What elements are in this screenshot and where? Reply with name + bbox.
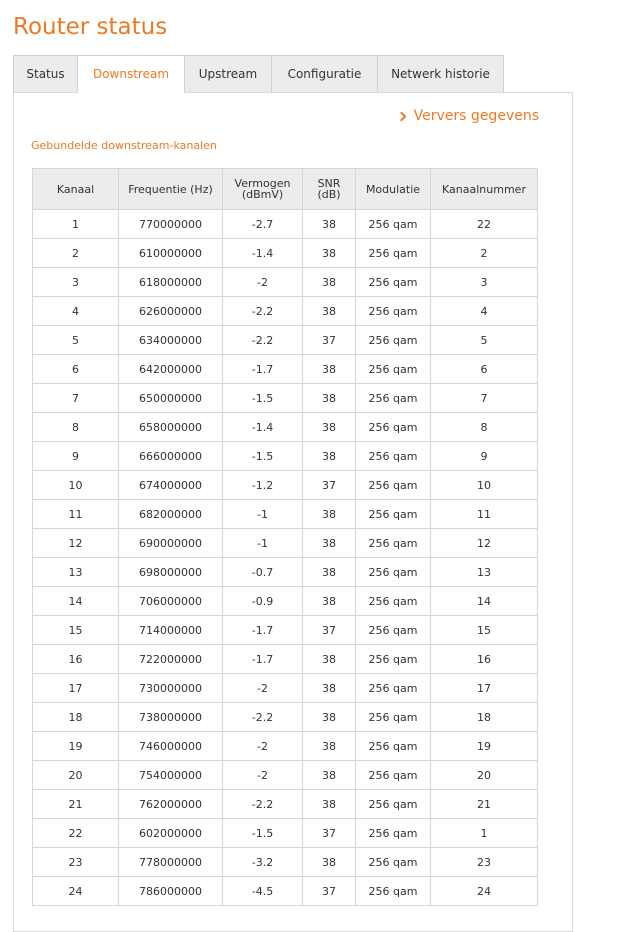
table-row	[33, 703, 538, 732]
cell-modulatie: 256 qam	[356, 297, 431, 326]
column-header-snr	[303, 169, 356, 210]
cell-snr: 38	[303, 268, 356, 297]
column-header-unit: (dB)	[317, 188, 341, 201]
table-row	[33, 500, 538, 529]
table-row	[33, 442, 538, 471]
cell-vermogen: -0.9	[223, 587, 303, 616]
tab-bar	[13, 55, 503, 93]
cell-vermogen: -2	[223, 674, 303, 703]
cell-modulatie: 256 qam	[356, 645, 431, 674]
table-row	[33, 326, 538, 355]
cell-kanaalnummer: 10	[431, 471, 538, 500]
cell-frequentie: 650000000	[119, 384, 223, 413]
cell-modulatie: 256 qam	[356, 616, 431, 645]
cell-kanaal: 18	[33, 703, 119, 732]
cell-snr: 38	[303, 239, 356, 268]
cell-kanaal: 3	[33, 268, 119, 297]
tab-status[interactable]: Status	[13, 55, 78, 93]
cell-frequentie: 690000000	[119, 529, 223, 558]
cell-modulatie: 256 qam	[356, 239, 431, 268]
cell-frequentie: 738000000	[119, 703, 223, 732]
cell-vermogen: -1.7	[223, 645, 303, 674]
cell-frequentie: 722000000	[119, 645, 223, 674]
cell-modulatie: 256 qam	[356, 790, 431, 819]
tab-downstream[interactable]: Downstream	[77, 55, 185, 93]
cell-frequentie: 618000000	[119, 268, 223, 297]
cell-vermogen: -2.2	[223, 326, 303, 355]
cell-kanaal: 11	[33, 500, 119, 529]
cell-kanaalnummer: 17	[431, 674, 538, 703]
table-row	[33, 384, 538, 413]
cell-snr: 38	[303, 529, 356, 558]
column-header-line: Frequentie (Hz)	[128, 182, 213, 196]
cell-modulatie: 256 qam	[356, 210, 431, 239]
table-row	[33, 355, 538, 384]
cell-frequentie: 730000000	[119, 674, 223, 703]
cell-frequentie: 626000000	[119, 297, 223, 326]
cell-vermogen: -2	[223, 761, 303, 790]
cell-modulatie: 256 qam	[356, 500, 431, 529]
table-body	[33, 210, 538, 906]
cell-kanaalnummer: 7	[431, 384, 538, 413]
cell-frequentie: 786000000	[119, 877, 223, 906]
tab-upstream[interactable]: Upstream	[184, 55, 272, 93]
column-header-frequentie	[119, 169, 223, 210]
cell-kanaalnummer: 19	[431, 732, 538, 761]
column-header-kanaalnummer	[431, 169, 538, 210]
cell-snr: 38	[303, 674, 356, 703]
cell-modulatie: 256 qam	[356, 384, 431, 413]
cell-snr: 38	[303, 442, 356, 471]
cell-frequentie: 706000000	[119, 587, 223, 616]
column-header-vermogen	[223, 169, 303, 210]
cell-vermogen: -2.2	[223, 297, 303, 326]
cell-frequentie: 746000000	[119, 732, 223, 761]
table-row	[33, 239, 538, 268]
cell-modulatie: 256 qam	[356, 761, 431, 790]
cell-frequentie: 634000000	[119, 326, 223, 355]
cell-kanaal: 5	[33, 326, 119, 355]
cell-frequentie: 698000000	[119, 558, 223, 587]
cell-kanaalnummer: 11	[431, 500, 538, 529]
cell-vermogen: -1.4	[223, 239, 303, 268]
cell-vermogen: -1.2	[223, 471, 303, 500]
cell-kanaalnummer: 12	[431, 529, 538, 558]
cell-kanaalnummer: 15	[431, 616, 538, 645]
cell-snr: 38	[303, 500, 356, 529]
cell-kanaalnummer: 8	[431, 413, 538, 442]
table-row	[33, 529, 538, 558]
table-row	[33, 413, 538, 442]
column-header-line: Vermogen	[234, 177, 291, 190]
table-row	[33, 761, 538, 790]
cell-kanaal: 12	[33, 529, 119, 558]
column-header-line: Kanaal	[56, 182, 95, 196]
cell-kanaal: 14	[33, 587, 119, 616]
table-row	[33, 819, 538, 848]
cell-kanaal: 7	[33, 384, 119, 413]
chevron-right-icon	[396, 111, 406, 121]
cell-modulatie: 256 qam	[356, 355, 431, 384]
cell-vermogen: -2.7	[223, 210, 303, 239]
cell-kanaal: 20	[33, 761, 119, 790]
cell-kanaalnummer: 22	[431, 210, 538, 239]
cell-kanaal: 23	[33, 848, 119, 877]
cell-vermogen: -1.5	[223, 442, 303, 471]
table-row	[33, 558, 538, 587]
cell-vermogen: -1	[223, 500, 303, 529]
refresh-link-label: Ververs gegevens	[413, 108, 539, 124]
cell-vermogen: -1.7	[223, 616, 303, 645]
table-row	[33, 616, 538, 645]
cell-kanaal: 24	[33, 877, 119, 906]
cell-modulatie: 256 qam	[356, 413, 431, 442]
cell-snr: 38	[303, 413, 356, 442]
cell-kanaalnummer: 24	[431, 877, 538, 906]
cell-kanaalnummer: 14	[431, 587, 538, 616]
cell-kanaal: 21	[33, 790, 119, 819]
cell-snr: 38	[303, 645, 356, 674]
cell-modulatie: 256 qam	[356, 819, 431, 848]
table-row	[33, 732, 538, 761]
section-title: Gebundelde downstream-kanalen	[31, 139, 217, 152]
cell-kanaalnummer: 21	[431, 790, 538, 819]
cell-vermogen: -2	[223, 268, 303, 297]
cell-vermogen: -1.5	[223, 384, 303, 413]
cell-kanaal: 6	[33, 355, 119, 384]
table-header-row	[33, 169, 538, 210]
cell-modulatie: 256 qam	[356, 558, 431, 587]
cell-vermogen: -2	[223, 732, 303, 761]
cell-kanaal: 10	[33, 471, 119, 500]
cell-kanaalnummer: 9	[431, 442, 538, 471]
table-row	[33, 587, 538, 616]
cell-frequentie: 778000000	[119, 848, 223, 877]
cell-kanaal: 8	[33, 413, 119, 442]
cell-frequentie: 642000000	[119, 355, 223, 384]
column-header-line: SNR	[317, 177, 341, 190]
column-header-modulatie	[356, 169, 431, 210]
cell-snr: 38	[303, 210, 356, 239]
tab-configuratie[interactable]: Configuratie	[271, 55, 378, 93]
cell-snr: 37	[303, 326, 356, 355]
cell-frequentie: 714000000	[119, 616, 223, 645]
table-row	[33, 297, 538, 326]
cell-kanaal: 17	[33, 674, 119, 703]
cell-kanaal: 19	[33, 732, 119, 761]
cell-frequentie: 770000000	[119, 210, 223, 239]
cell-snr: 37	[303, 616, 356, 645]
cell-kanaalnummer: 18	[431, 703, 538, 732]
cell-modulatie: 256 qam	[356, 877, 431, 906]
cell-vermogen: -2.2	[223, 703, 303, 732]
cell-modulatie: 256 qam	[356, 703, 431, 732]
cell-modulatie: 256 qam	[356, 471, 431, 500]
cell-modulatie: 256 qam	[356, 442, 431, 471]
table-row	[33, 790, 538, 819]
cell-kanaalnummer: 2	[431, 239, 538, 268]
cell-snr: 37	[303, 471, 356, 500]
cell-vermogen: -4.5	[223, 877, 303, 906]
cell-snr: 38	[303, 732, 356, 761]
column-header-kanaal	[33, 169, 119, 210]
cell-vermogen: -1.4	[223, 413, 303, 442]
cell-kanaal: 9	[33, 442, 119, 471]
cell-snr: 38	[303, 355, 356, 384]
cell-vermogen: -1.5	[223, 819, 303, 848]
table-row	[33, 877, 538, 906]
column-header-line: Kanaalnummer	[442, 182, 526, 196]
cell-snr: 38	[303, 848, 356, 877]
column-header-line: Modulatie	[365, 182, 421, 196]
cell-snr: 38	[303, 761, 356, 790]
cell-kanaalnummer: 23	[431, 848, 538, 877]
cell-vermogen: -1.7	[223, 355, 303, 384]
cell-modulatie: 256 qam	[356, 268, 431, 297]
downstream-panel	[13, 92, 573, 932]
cell-frequentie: 674000000	[119, 471, 223, 500]
cell-kanaal: 22	[33, 819, 119, 848]
cell-kanaal: 15	[33, 616, 119, 645]
refresh-link[interactable]	[398, 108, 539, 124]
cell-snr: 38	[303, 587, 356, 616]
cell-kanaalnummer: 1	[431, 819, 538, 848]
cell-modulatie: 256 qam	[356, 848, 431, 877]
cell-kanaalnummer: 13	[431, 558, 538, 587]
cell-kanaalnummer: 20	[431, 761, 538, 790]
cell-modulatie: 256 qam	[356, 587, 431, 616]
cell-snr: 38	[303, 703, 356, 732]
column-header-unit: (dBmV)	[241, 188, 284, 201]
table-row	[33, 210, 538, 239]
table-row	[33, 471, 538, 500]
cell-frequentie: 762000000	[119, 790, 223, 819]
cell-modulatie: 256 qam	[356, 674, 431, 703]
cell-kanaalnummer: 6	[431, 355, 538, 384]
table-row	[33, 268, 538, 297]
cell-frequentie: 754000000	[119, 761, 223, 790]
cell-snr: 38	[303, 297, 356, 326]
page-title: Router status	[13, 14, 168, 40]
cell-snr: 37	[303, 819, 356, 848]
cell-kanaalnummer: 4	[431, 297, 538, 326]
cell-snr: 38	[303, 384, 356, 413]
tab-netwerk-historie[interactable]: Netwerk historie	[377, 55, 504, 93]
cell-frequentie: 610000000	[119, 239, 223, 268]
cell-kanaal: 1	[33, 210, 119, 239]
cell-frequentie: 666000000	[119, 442, 223, 471]
table-row	[33, 848, 538, 877]
cell-snr: 38	[303, 558, 356, 587]
cell-frequentie: 682000000	[119, 500, 223, 529]
cell-frequentie: 658000000	[119, 413, 223, 442]
cell-modulatie: 256 qam	[356, 732, 431, 761]
cell-kanaalnummer: 16	[431, 645, 538, 674]
cell-kanaalnummer: 3	[431, 268, 538, 297]
cell-frequentie: 602000000	[119, 819, 223, 848]
cell-modulatie: 256 qam	[356, 326, 431, 355]
cell-snr: 37	[303, 877, 356, 906]
downstream-channel-table	[32, 168, 538, 906]
cell-kanaal: 2	[33, 239, 119, 268]
cell-modulatie: 256 qam	[356, 529, 431, 558]
cell-vermogen: -0.7	[223, 558, 303, 587]
cell-kanaal: 4	[33, 297, 119, 326]
table-row	[33, 674, 538, 703]
cell-vermogen: -1	[223, 529, 303, 558]
cell-kanaal: 16	[33, 645, 119, 674]
cell-snr: 38	[303, 790, 356, 819]
cell-kanaal: 13	[33, 558, 119, 587]
cell-kanaalnummer: 5	[431, 326, 538, 355]
cell-vermogen: -3.2	[223, 848, 303, 877]
table-row	[33, 645, 538, 674]
cell-vermogen: -2.2	[223, 790, 303, 819]
